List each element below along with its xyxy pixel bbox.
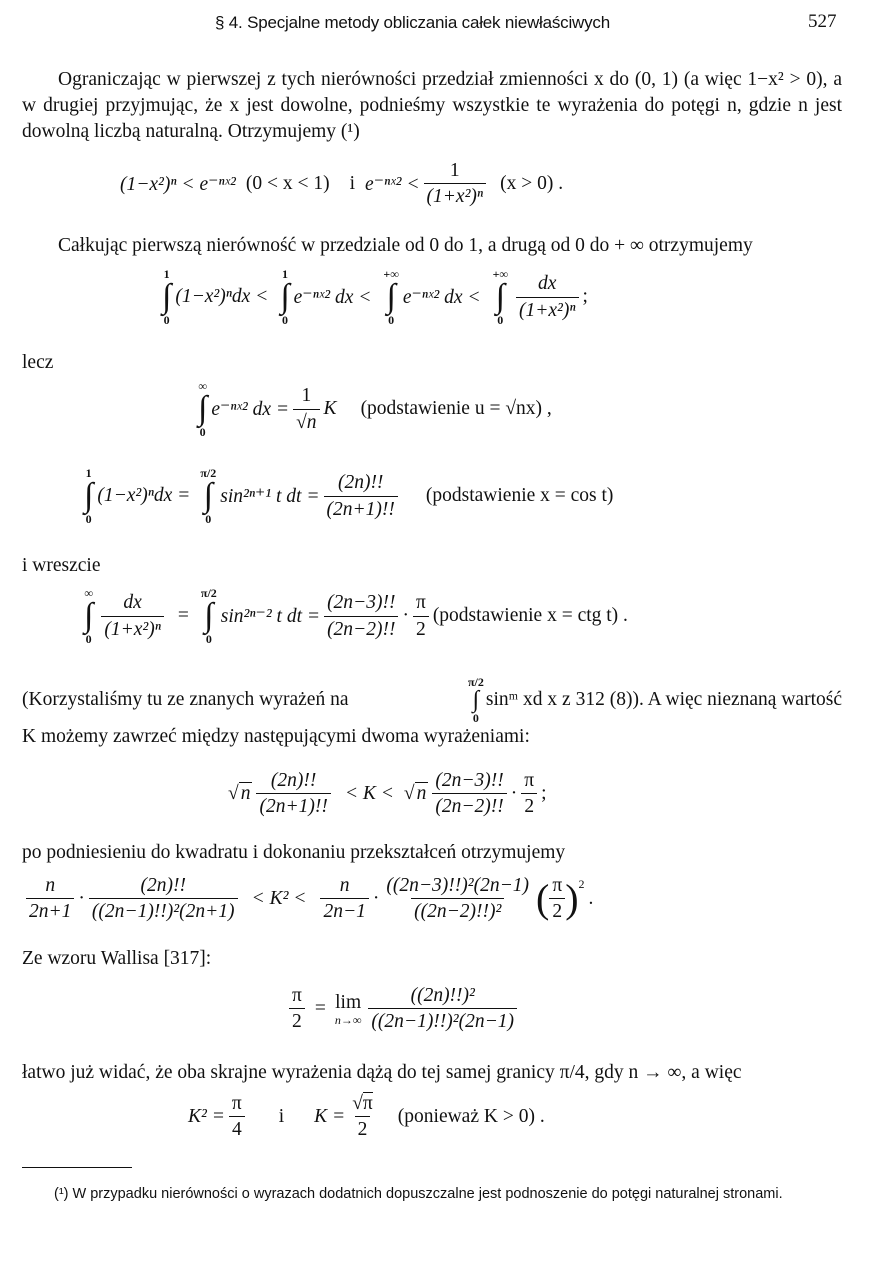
eq6-rad-2: n bbox=[416, 782, 427, 804]
int-upper: π/2 bbox=[200, 466, 217, 480]
int-lower: 0 bbox=[85, 512, 92, 526]
eq6-num-2: (2n−3)!! bbox=[435, 770, 504, 791]
eq8-pi-num: π bbox=[292, 985, 302, 1006]
integral-sign: ∫ bbox=[204, 597, 214, 634]
footnote-rule bbox=[22, 1167, 132, 1168]
int-upper: +∞ bbox=[492, 267, 508, 281]
equation-4 bbox=[82, 467, 623, 525]
integral-1 bbox=[162, 268, 171, 326]
eq5-den-1: (1+x²)ⁿ bbox=[101, 616, 164, 640]
eq7-den-3: 2n−1 bbox=[320, 898, 368, 922]
eq6-tail: ; bbox=[541, 782, 547, 804]
paragraph-3 bbox=[22, 676, 842, 748]
eq6-fraction-2 bbox=[432, 770, 506, 818]
para3-c: K możemy zawrzeć między następującymi dwoma wyrażeniami: bbox=[22, 726, 530, 747]
eq7-tail: . bbox=[588, 887, 594, 909]
eq5-note: (podstawienie x = ctg t) . bbox=[432, 605, 628, 626]
sqrt-icon: √ bbox=[228, 782, 239, 804]
eq4-fraction bbox=[324, 472, 398, 520]
int-upper: ∞ bbox=[198, 379, 207, 393]
int-lower: 0 bbox=[497, 313, 504, 327]
eq7-pi-fraction bbox=[549, 875, 565, 923]
int-upper: 1 bbox=[163, 267, 170, 281]
sqrt-icon: √ bbox=[296, 411, 307, 433]
int-upper: 1 bbox=[281, 267, 288, 281]
eq8-lim-sub: n→∞ bbox=[334, 1012, 362, 1027]
equation-6 bbox=[228, 770, 547, 818]
eq7-exp: 2 bbox=[578, 877, 585, 891]
page-number: 527 bbox=[808, 11, 837, 32]
integral-sign: ∫ bbox=[203, 477, 213, 514]
eq6-num-1: (2n)!! bbox=[270, 770, 317, 791]
eq8-lim: lim bbox=[335, 991, 362, 1013]
word-wreszcie: i wreszcie bbox=[22, 555, 101, 576]
eq4-body-1: (1−x²)ⁿdx = bbox=[97, 485, 191, 506]
eq7-den-1: 2n+1 bbox=[26, 898, 74, 922]
eq7-pi-den: 2 bbox=[549, 898, 565, 922]
integral-sign: ∫ bbox=[280, 278, 290, 315]
para3-a: (Korzystaliśmy tu ze znanych wyrażeń na bbox=[22, 689, 349, 710]
equation-1 bbox=[120, 160, 573, 208]
eq5-den-2: (2n−2)!! bbox=[324, 616, 398, 640]
sqrt-icon: √ bbox=[352, 1093, 363, 1114]
integral-9 bbox=[201, 587, 217, 645]
int-upper: ∞ bbox=[84, 586, 93, 600]
eq1-right-cond: (x > 0) . bbox=[500, 172, 564, 194]
eq7-num-2: (2n)!! bbox=[140, 875, 186, 896]
int-lower: 0 bbox=[205, 632, 212, 646]
eq8-pi-den: 2 bbox=[289, 1008, 305, 1032]
eq7-dot-1: · bbox=[78, 887, 85, 909]
para3-b: sinᵐ xd x z 312 (8)). A więc nieznaną wartość bbox=[485, 689, 842, 710]
word-lecz: lecz bbox=[22, 352, 54, 373]
eq4-note: (podstawienie x = cos t) bbox=[425, 485, 614, 506]
int-lower: 0 bbox=[281, 313, 288, 327]
eq8-limit bbox=[335, 992, 362, 1026]
eq7-fraction-4 bbox=[383, 875, 532, 923]
eq8-fraction bbox=[368, 985, 517, 1033]
eq6-den-2: (2n−2)!! bbox=[432, 793, 506, 817]
eq5-pi-den: 2 bbox=[413, 616, 429, 640]
integral-sign: ∫ bbox=[162, 278, 172, 315]
eq7-dot-2: · bbox=[372, 887, 380, 909]
eq6-den-1: (2n+1)!! bbox=[256, 793, 330, 817]
eq5-fraction-1 bbox=[101, 592, 164, 640]
eq2-body-3: e⁻ⁿˣ² dx < bbox=[402, 287, 481, 308]
integral-7 bbox=[200, 467, 216, 525]
integral-2 bbox=[280, 268, 289, 326]
paragraph-6: łatwo już widać, że oba skrajne wyrażenia dążą do tej samej granicy π/4, gdy n → ∞, a więc bbox=[22, 1062, 742, 1083]
eq5-fraction-2 bbox=[324, 592, 398, 640]
eq9-fraction-1 bbox=[229, 1093, 245, 1141]
eq8-pi-fraction bbox=[289, 985, 305, 1033]
eq9-fraction-2 bbox=[349, 1093, 376, 1141]
equation-9 bbox=[188, 1093, 545, 1141]
eq3-num: 1 bbox=[301, 385, 312, 407]
eq5-num-1: dx bbox=[123, 592, 142, 614]
paragraph-2: Całkując pierwszą nierówność w przedziale od 0 do 1, a drugą od 0 do + ∞ otrzymujemy bbox=[58, 235, 753, 256]
eq7-num-1: n bbox=[45, 875, 56, 896]
eq4-num: (2n)!! bbox=[337, 472, 384, 494]
eq9-den-1: 4 bbox=[229, 1116, 245, 1140]
equation-5 bbox=[82, 587, 628, 645]
integral-sign: ∫ bbox=[495, 278, 505, 315]
eq6-pi-fraction bbox=[521, 770, 537, 818]
eq3-fraction bbox=[293, 385, 319, 433]
eq1-right-a: e⁻ⁿˣ² < bbox=[365, 173, 420, 195]
footnote: (¹) W przypadku nierówności o wyrazach dodatnich dopuszczalne jest podnoszenie do potęgi naturalnej stronami. bbox=[54, 1186, 783, 1202]
integral-inline bbox=[468, 676, 484, 724]
integral-sign: ∫ bbox=[472, 687, 480, 713]
integral-3 bbox=[383, 268, 398, 326]
int-lower: 0 bbox=[85, 632, 92, 646]
eq6-fraction-1 bbox=[256, 770, 330, 818]
int-lower: 0 bbox=[388, 313, 395, 327]
eq7-fraction-2 bbox=[89, 875, 238, 923]
eq1-conj: i bbox=[349, 172, 356, 194]
eq6-pi-den: 2 bbox=[521, 793, 537, 817]
eq7-fraction-3 bbox=[320, 875, 368, 923]
eq9-den-2: 2 bbox=[355, 1116, 371, 1140]
eq3-K: K bbox=[323, 398, 337, 419]
eq6-pi-num: π bbox=[524, 770, 535, 791]
eq6-dot: · bbox=[510, 782, 518, 804]
eq6-mid: < K < bbox=[344, 782, 394, 804]
eq7-mid: < K² < bbox=[251, 887, 307, 909]
eq2-den: (1+x²)ⁿ bbox=[516, 297, 579, 321]
left-paren-icon: ( bbox=[536, 875, 550, 921]
int-lower: 0 bbox=[205, 512, 212, 526]
running-title: § 4. Specjalne metody obliczania całek niewłaściwych bbox=[215, 13, 610, 32]
integral-8 bbox=[84, 587, 93, 645]
eq7-num-4: ((2n−3)!!)²(2n−1) bbox=[386, 875, 530, 896]
int-upper: 1 bbox=[85, 466, 92, 480]
int-upper: π/2 bbox=[200, 586, 217, 600]
eq7-fraction-1 bbox=[26, 875, 74, 923]
eq5-body-2: sin²ⁿ⁻² t dt = bbox=[220, 606, 321, 627]
eq3-den: n bbox=[306, 411, 317, 433]
eq8-den: ((2n−1)!!)²(2n−1) bbox=[368, 1008, 517, 1032]
eq2-body-2: e⁻ⁿˣ² dx < bbox=[293, 287, 372, 308]
right-paren-icon: ) bbox=[565, 875, 579, 921]
eq8-num: ((2n)!!)² bbox=[410, 985, 475, 1006]
eq3-note: (podstawienie u = √nx) , bbox=[360, 398, 552, 419]
eq9-num-1: π bbox=[231, 1093, 242, 1114]
equation-2 bbox=[160, 268, 588, 326]
eq5-dot: · bbox=[402, 605, 409, 626]
eq1-num: 1 bbox=[449, 160, 460, 181]
eq5-num-2: (2n−3)!! bbox=[327, 592, 396, 614]
sqrt-icon: √ bbox=[403, 782, 415, 804]
int-upper: π/2 bbox=[467, 675, 484, 689]
equation-8 bbox=[285, 985, 521, 1033]
paragraph-4: po podniesieniu do kwadratu i dokonaniu przekształceń otrzymujemy bbox=[22, 842, 566, 863]
eq9-num-2: π bbox=[362, 1093, 373, 1114]
eq8-eq: = bbox=[314, 997, 326, 1019]
eq7-pi-num: π bbox=[552, 875, 563, 896]
eq2-tail: ; bbox=[582, 286, 588, 307]
eq9-note: (ponieważ K > 0) . bbox=[397, 1105, 545, 1127]
eq2-fraction bbox=[516, 273, 579, 321]
equation-3 bbox=[196, 380, 562, 438]
int-lower: 0 bbox=[472, 711, 479, 725]
eq9-b: K = bbox=[314, 1105, 346, 1127]
integral-6 bbox=[84, 467, 93, 525]
eq9-a: K² = bbox=[188, 1105, 225, 1127]
integral-5 bbox=[198, 380, 207, 438]
integral-sign: ∫ bbox=[84, 477, 94, 514]
eq5-pi-fraction bbox=[413, 592, 429, 640]
int-upper: +∞ bbox=[383, 267, 399, 281]
eq2-num: dx bbox=[538, 273, 557, 295]
eq1-left-cond: (0 < x < 1) bbox=[245, 172, 330, 194]
eq3-body: e⁻ⁿˣ² dx = bbox=[211, 399, 290, 420]
integral-sign: ∫ bbox=[84, 597, 94, 634]
eq6-rad-1: n bbox=[240, 782, 251, 804]
eq1-left: (1−x²)ⁿ < e⁻ⁿˣ² bbox=[120, 173, 236, 195]
paragraph-5: Ze wzoru Wallisa [317]: bbox=[22, 948, 212, 969]
integral-sign: ∫ bbox=[198, 390, 208, 427]
integral-4 bbox=[493, 268, 508, 326]
eq2-body-1: (1−x²)ⁿdx < bbox=[175, 286, 269, 307]
eq9-conj: i bbox=[278, 1105, 285, 1127]
eq4-den: (2n+1)!! bbox=[324, 496, 398, 520]
equation-7 bbox=[22, 875, 593, 923]
eq7-den-2: ((2n−1)!!)²(2n+1) bbox=[89, 898, 238, 922]
eq1-fraction bbox=[424, 160, 487, 208]
eq1-den: (1+x²)ⁿ bbox=[424, 183, 487, 207]
integral-sign: ∫ bbox=[386, 278, 396, 315]
eq7-den-4: ((2n−2)!!)² bbox=[411, 898, 504, 922]
paragraph-1: Ograniczając w pierwszej z tych nierówności przedział zmienności x do (0, 1) (a więc 1−x² > 0), a w drugiej przyjmując, że x jest dowolne, podnieśmy wszystkie te wyrażenia do potęgi n, gdzie n jest dowolną liczbą naturalną. Otrzymujemy (¹) bbox=[22, 69, 842, 142]
sqrt-2 bbox=[404, 783, 428, 805]
int-lower: 0 bbox=[163, 313, 170, 327]
eq5-eq: = bbox=[177, 605, 189, 626]
eq4-body-2: sin²ⁿ⁺¹ t dt = bbox=[220, 486, 320, 507]
eq7-num-3: n bbox=[339, 875, 350, 896]
int-lower: 0 bbox=[199, 425, 206, 439]
sqrt-1 bbox=[228, 783, 252, 805]
eq5-pi-num: π bbox=[415, 592, 426, 614]
